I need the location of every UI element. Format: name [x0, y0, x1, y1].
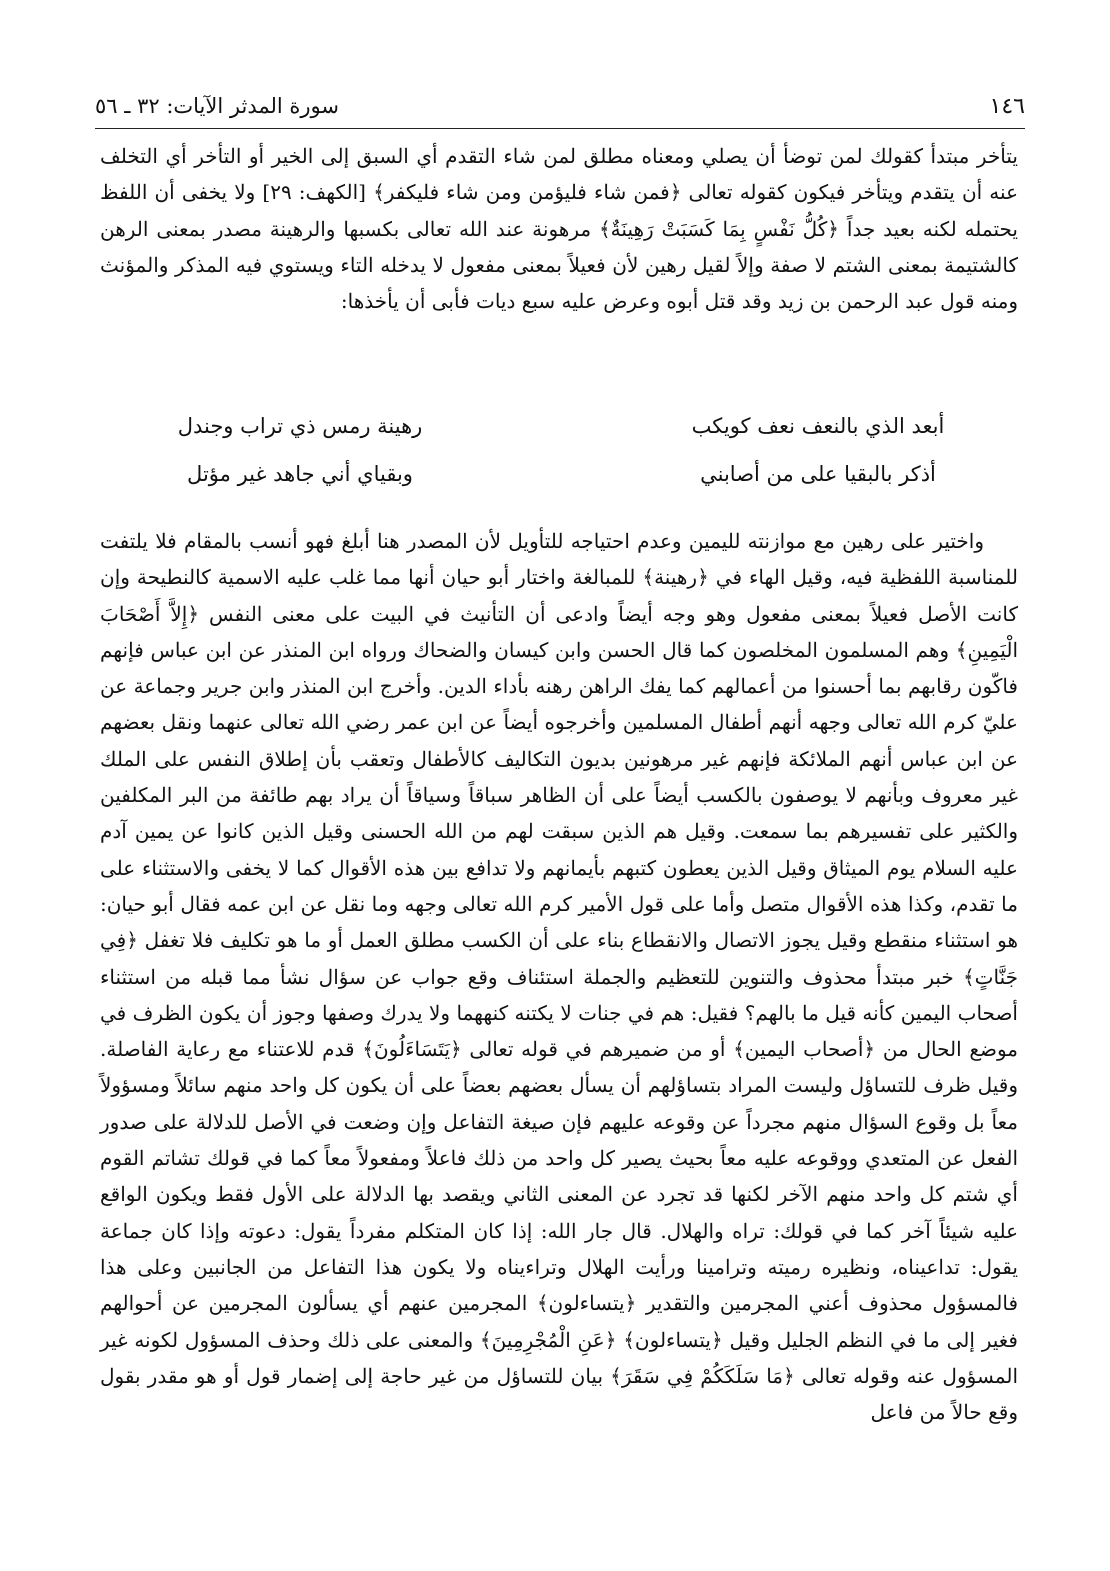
page-number: ١٤٦ — [989, 93, 1025, 119]
verse-first-hemistich: أذكر بالبقيا على من أصابني — [700, 462, 936, 486]
body-text-main — [100, 523, 1018, 1430]
verse-row — [100, 402, 1018, 450]
header-rule — [95, 128, 1025, 129]
verse-second-hemistich: رهينة رمس ذي تراب وجندل — [177, 414, 423, 438]
body-text-top — [100, 138, 1018, 319]
surah-title: سورة المدثر الآيات: ٣٢ ـ ٥٦ — [95, 94, 339, 118]
paragraph-intro: يتأخر مبتدأ كقولك لمن توضأ أن يصلي ومعناه مطلق لمن شاء التقدم أي السبق إلى الخير أو التأخر أي التخلف عنه أن يتقدم ويتأخر فيكون كقوله تعالى ﴿فمن شاء فليؤمن ومن شاء فليكفر﴾ [الكهف: ٢٩] ولا يخفى أن اللفظ يحتمله لكنه بعيد جداً ﴿كُلُّ نَفْسٍ بِمَا كَسَبَتْ رَهِينَةٌ﴾ مرهونة عند الله تعالى بكسبها والرهينة مصدر بمعنى الرهن كالشتيمة بمعنى الشتم لا صفة وإلاً لقيل رهين لأن فعيلاً بمعنى مفعول لا يدخله التاء ويستوي فيه المذكر والمؤنث ومنه قول عبد الرحمن بن زيد وقد قتل أبوه وعرض عليه سبع ديات فأبى أن يأخذها: — [100, 144, 1019, 314]
verse-second-hemistich: وبقياي أني جاهد غير مؤتل — [187, 462, 413, 486]
poem-block — [100, 402, 1018, 498]
verse-row — [100, 450, 1018, 498]
page-header — [95, 88, 1025, 124]
paragraph-main: واختير على رهين مع موازنته لليمين وعدم احتياجه للتأويل لأن المصدر هنا أبلغ فهو أنسب بالمقام فلا يلتفت للمناسبة اللفظية فيه، وقيل الهاء في ﴿رهينة﴾ للمبالغة واختار أبو حيان أنها مما غلب عليه الاسمية كالنطيحة وإن كانت الأصل فعيلاً بمعنى مفعول وهو وجه أيضاً وادعى أن التأنيث في البيت على معنى النفس ﴿إِلاَّ أَصْحَابَ الْيَمِينِ﴾ وهم المسلمون المخلصون كما قال الحسن وابن كيسان والضحاك ورواه ابن المنذر عن ابن عباس فإنهم فاكّون رقابهم بما أحسنوا من أعمالهم كما يفك الراهن رهنه بأداء الدين. وأخرج ابن المنذر وابن جرير وجماعة عن عليّ كرم الله تعالى وجهه أنهم أطفال المسلمين وأخرجوه أيضاً عن ابن عمر رضي الله تعالى عنهما ونقل بعضهم عن ابن عباس أنهم الملائكة فإنهم غير مرهونين بديون التكاليف كالأطفال وتعقب بأن إطلاق النفس على الملك غير معروف وبأنهم لا يوصفون بالكسب أيضاً على أن الظاهر سباقاً وسياقاً أن يراد بهم طائفة من البر المكلفين والكثير على تفسيرهم بما سمعت. وقيل هم الذين سبقت لهم من الله الحسنى وقيل الذين كانوا عن يمين آدم عليه السلام يوم الميثاق وقيل الذين يعطون كتبهم بأيمانهم ولا تدافع بين هذه الأقوال كما لا يخفى والاستثناء على ما تقدم، وكذا هذه الأقوال متصل وأما على قول الأمير كرم الله تعالى وجهه وما نقل عن ابن عمه فقال أبو حيان: هو استثناء منقطع وقيل يجوز الاتصال والانقطاع بناء على أن الكسب مطلق العمل أو ما هو تكليف فلا تغفل ﴿فِي جَنَّاتٍ﴾ خبر مبتدأ محذوف والتنوين للتعظيم والجملة استئناف وقع جواب عن سؤال نشأ مما قبله من استثناء أصحاب اليمين كأنه قيل ما بالهم؟ فقيل: هم في جنات لا يكتنه كنههما ولا يدرك وصفها وجوز أن يكون الظرف في موضع الحال من ﴿أصحاب اليمين﴾ أو من ضميرهم في قوله تعالى ﴿يَتَسَاءَلُونَ﴾ قدم للاعتناء مع رعاية الفاصلة. وقيل ظرف للتساؤل وليست المراد بتساؤلهم أن يسأل بعضهم بعضاً على أن يكون كل واحد منهم سائلاً ومسؤولاً معاً بل وقوع السؤال منهم مجرداً عن وقوعه عليهم فإن صيغة التفاعل وإن وضعت في الأصل للدلالة على صدور الفعل عن المتعدي ووقوعه عليه معاً بحيث يصير كل واحد من ذلك فاعلاً ومفعولاً معاً كما في قولك تشاتم القوم أي شتم كل واحد منهم الآخر لكنها قد تجرد عن المعنى الثاني ويقصد بها الدلالة على الأول فقط ويكون الواقع عليه شيئاً آخر كما في قولك: تراه والهلال. قال جار الله: إذا كان المتكلم مفرداً يقول: دعوته وإذا كان جماعة يقول: تداعيناه، ونظيره رميته وترامينا ورأيت الهلال وتراءيناه ولا يكون هذا التفاعل من الجانبين وعلى هذا فالمسؤول محذوف أعني المجرمين والتقدير ﴿يتساءلون﴾ المجرمين عنهم أي يسألون المجرمين عن أحوالهم فغير إلى ما في النظم الجليل وقيل ﴿يتساءلون﴾ ﴿عَنِ الْمُجْرِمِينَ﴾ والمعنى على ذلك وحذف المسؤول لكونه غير المسؤول عنه وقوله تعالى ﴿مَا سَلَكَكُمْ فِي سَقَرَ﴾ بيان للتساؤل من غير حاجة إلى إضمار قول أو هو مقدر بقول وقع حالاً من فاعل — [100, 529, 1019, 1425]
verse-first-hemistich: أبعد الذي بالنعف نعف كويكب — [691, 414, 945, 438]
